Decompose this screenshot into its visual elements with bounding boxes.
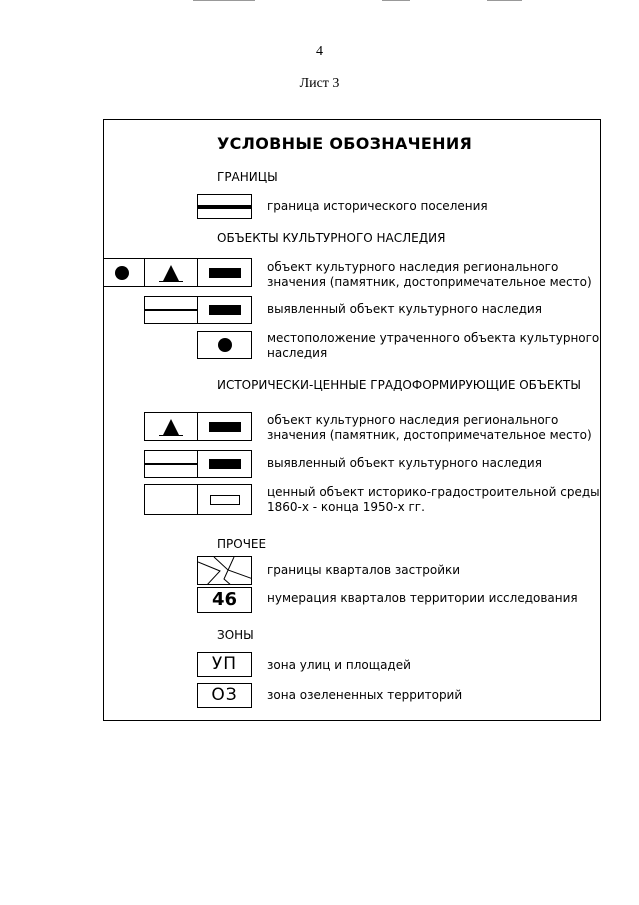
historic-valuable-line2: 1860-х - конца 1950-х гг.: [267, 500, 425, 514]
identified-line-symbol: [144, 296, 198, 324]
thick-border-line: [198, 205, 251, 209]
filled-rect-icon: [209, 459, 241, 469]
block-number-symbol: 46: [197, 587, 252, 613]
settlement-border-label: граница исторического поселения: [267, 199, 488, 213]
section-zones: ЗОНЫ: [217, 628, 254, 642]
historic-building-symbol: [197, 412, 252, 441]
page-number: 4: [316, 44, 323, 59]
top-artifact-line: [487, 0, 522, 1]
block-borders-symbol: [197, 556, 252, 585]
zone-green-symbol: ОЗ: [197, 683, 252, 708]
heritage-point-symbol: [103, 258, 145, 287]
block-borders-icon: [198, 557, 252, 585]
settlement-border-symbol: [197, 194, 252, 219]
filled-rect-icon: [209, 422, 241, 432]
filled-circle-icon: [218, 338, 232, 352]
heritage-identified-label: выявленный объект культурного наследия: [267, 302, 542, 316]
heritage-lost-line2: наследия: [267, 346, 328, 360]
valuable-building-symbol: [197, 484, 252, 515]
zone-streets-label: зона улиц и площадей: [267, 658, 411, 672]
sheet-label: Лист 3: [299, 76, 340, 91]
valuable-empty-symbol: [144, 484, 198, 515]
filled-rect-icon: [209, 268, 241, 278]
block-numbering-label: нумерация кварталов территории исследования: [267, 591, 578, 605]
zone-streets-symbol: УП: [197, 652, 252, 677]
section-heritage: ОБЪЕКТЫ КУЛЬТУРНОГО НАСЛЕДИЯ: [217, 231, 446, 245]
section-historic: ИСТОРИЧЕСКИ-ЦЕННЫЕ ГРАДОФОРМИРУЮЩИЕ ОБЪЕКТЫ: [217, 378, 581, 392]
zone-green-label: зона озелененных территорий: [267, 688, 463, 702]
historic-identified-label: выявленный объект культурного наследия: [267, 456, 542, 470]
lost-object-symbol: [197, 331, 252, 359]
heritage-building-symbol: [197, 258, 252, 287]
historic-regional-line1: объект культурного наследия регионального: [267, 413, 559, 427]
heritage-regional-line2: значения (памятник, достопримечательное место): [267, 275, 592, 289]
historic-valuable-line1: ценный объект историко-градостроительной среды: [267, 485, 600, 499]
top-artifact-line: [382, 0, 410, 1]
top-artifact-line: [193, 0, 255, 1]
monument-triangle-icon: [163, 419, 179, 435]
historic-regional-line2: значения (памятник, достопримечательное место): [267, 428, 592, 442]
heritage-lost-line1: местоположение утраченного объекта культурного: [267, 331, 600, 345]
section-borders: ГРАНИЦЫ: [217, 170, 278, 184]
identified-building-symbol: [197, 296, 252, 324]
outline-rect-icon: [210, 495, 240, 505]
block-borders-label: границы кварталов застройки: [267, 563, 461, 577]
legend-title: УСЛОВНЫЕ ОБОЗНАЧЕНИЯ: [217, 134, 473, 153]
filled-circle-icon: [115, 266, 129, 280]
historic-identified-line-symbol: [144, 450, 198, 478]
filled-rect-icon: [209, 305, 241, 315]
section-other: ПРОЧЕЕ: [217, 537, 267, 551]
historic-identified-building-symbol: [197, 450, 252, 478]
historic-monument-symbol: [144, 412, 198, 441]
monument-base-line: [159, 281, 183, 282]
line-icon: [145, 309, 197, 311]
line-icon: [145, 463, 197, 465]
heritage-regional-line1: объект культурного наследия регионального: [267, 260, 559, 274]
monument-triangle-icon: [163, 265, 179, 281]
heritage-monument-symbol: [144, 258, 198, 287]
monument-base-line: [159, 435, 183, 436]
